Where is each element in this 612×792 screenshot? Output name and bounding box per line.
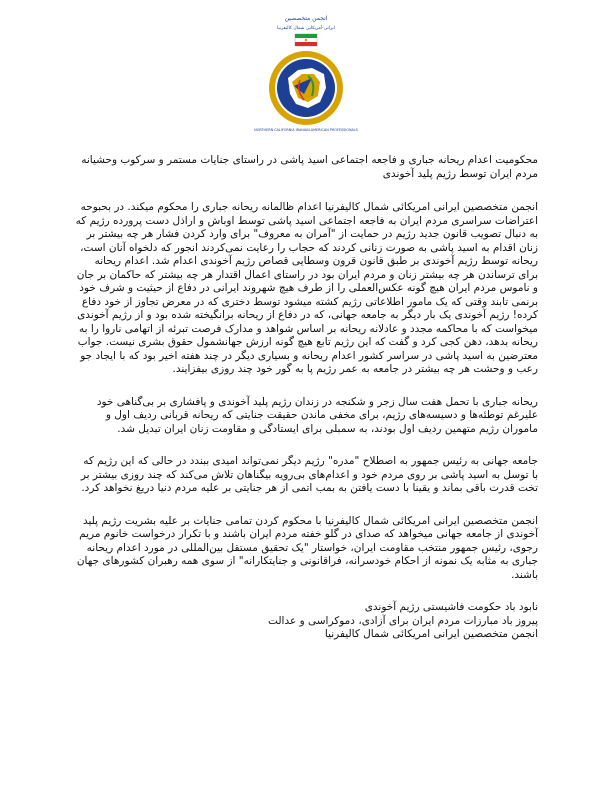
letter-title: محکومیت اعدام ریحانه جباری و فاجعه اجتماعی اسید پاشی در راستای جنایات مستمر و سرکوب وحشیانه مردم ایران توسط رژیم پلید آخوندی [81,154,538,180]
closing-block [74,601,538,642]
letter-body [74,154,538,642]
logo-subtitle-text: ایرانی-آمریکایی شمال کالیفرنیا [277,26,335,31]
closing-signature: انجمن متخصصین ایرانی امریکائی شمال کالیفرنیا [324,628,538,640]
paragraph-international-community: جامعه جهانی به رئیس جمهور به اصطلاح "مدره" رژیم دیگر نمی‌تواند امیدی ببندد در حالی که این رژیم که با توسل به اسید پاشی بر روی مردم خود و اعدام‌های بی‌رویه بیگناهان تلاش می‌کند که چند روزی بیشتر بر تخت قدرت باقی بماند و یقینا با دست یافتن به بمب اتمی از هر جنایتی بر علیه مردم دنیا دریغ نخواهد کرد. [80,455,538,494]
logo-english-text: NORTHERN CALIFORNIA IRANIAN-AMERICAN PROFESSIONALS [254,128,358,132]
organization-logo [246,8,366,134]
paragraph-condemnation: انجمن متخصصین ایرانی امریکائی شمال کالیفرنیا اعدام ظالمانه ریحانه جباری را محکوم میکند. در بحبوحه اعتراضات سراسری مردم ایران به فاجعه اجتماعی اسید پاشی توسط اوباش و اراذل دست پرورده رژیم که به دنبال تصویب قانون جدید رژیم در حمایت از "آمران به معروف" برای وارد کردن فشار هر چه بیشتر بر زنان اقدام به اسید پاشی به صورت زنانی کردند که حجاب را رعایت نمی‌کردند انجور که دلخواه آنان است، ریحانه توسط رژیم آخوندی بر طبق قانون قرون وسطایی قصاص رژیم آخوندی اعدام شد. اعدام ریحانه برای ترساندن هر چه بیشتر زنان و مردم ایران بود در راستای اعمال اقتدار هر چه بیشتر که حاکمان بر جان و ناموس مردم ایران هیچ گونه عکس‌العملی را از طرف هیچ شهروند ایرانی در دفاع از حیثیت و شرف خود برنمی تابند وقتی که یک مامور اطلاعاتی رژیم کشته میشود توسط دختری که در معرض تجاوز از خود دفاع کرده! رژیم آخوندی یک بار دیگر به جامعه جهانی، که در دفاع از ریحانه برانگیخته شده بود و از رژیم آخوندی میخواست که با محاکمه مجدد و عادلانه ریحانه بر اساس شواهد و مدارک فرصت تبرئه از اتهامی ناروا را به ریحانه بدهد، دهن کجی کرد و گفت که این رژیم تابع هیچ گونه ارزش جهانشمول حقوق بشری نیست. جواب معترضین به اسید پاشی در سراسر کشور اعدام ریحانه و بسیاری دیگر در چند هفته اخیر بود که با ایجاد جو رعب و وحشت هر چه بیشتر در جامعه به عمر رژیم پا به گور خود چند روزی بیفزایند. [75,201,538,375]
logo-title-text: انجمن متخصصین [284,15,328,22]
flag-emblem-icon [295,34,317,46]
closing-line-1: نابود باد حکومت فاشیستی رژیم آخوندی [364,601,538,613]
paragraph-reyhaneh-symbol: ریحانه جباری با تحمل هفت سال زجر و شکنجه در زندان رژیم پلید آخوندی و پافشاری بر بی‌گناهی خود علیرغم توطئه‌ها و دسیسه‌های رژیم، برای مخفی ماندن حقیقت جنایتی که ریحانه قربانی ردیف اول و ماموران رژیم متهمین ردیف اول بودند، به سمبلی برای ایستادگی و مقاومت زنان ایران تبدیل شد. [96,395,538,435]
closing-line-2: پیروز باد مبارزات مردم ایران برای آزادی، دموکراسی و عدالت [268,614,538,627]
paragraph-call-for-investigation: انجمن متخصصین ایرانی امریکائی شمال کالیفرنیا با محکوم کردن تمامی جنایات بر علیه بشریت رژیم پلید آخوندی از جامعه جهانی میخواهد که صدای در گلو خفته مردم ایران باشند و با تکرار درخواست خانوم مریم رجوی، رئیس جمهور منتخب مقاومت ایران، خواستار "یک تحقیق مستقل بین‌المللی در مورد اعدام ریحانه جباری به مثابه یک نمونه از احکام خودسرانه، فراقانونی و جنایتکارانه" از سوی همه رهبران کشورهای جهان باشند. [76,514,538,581]
